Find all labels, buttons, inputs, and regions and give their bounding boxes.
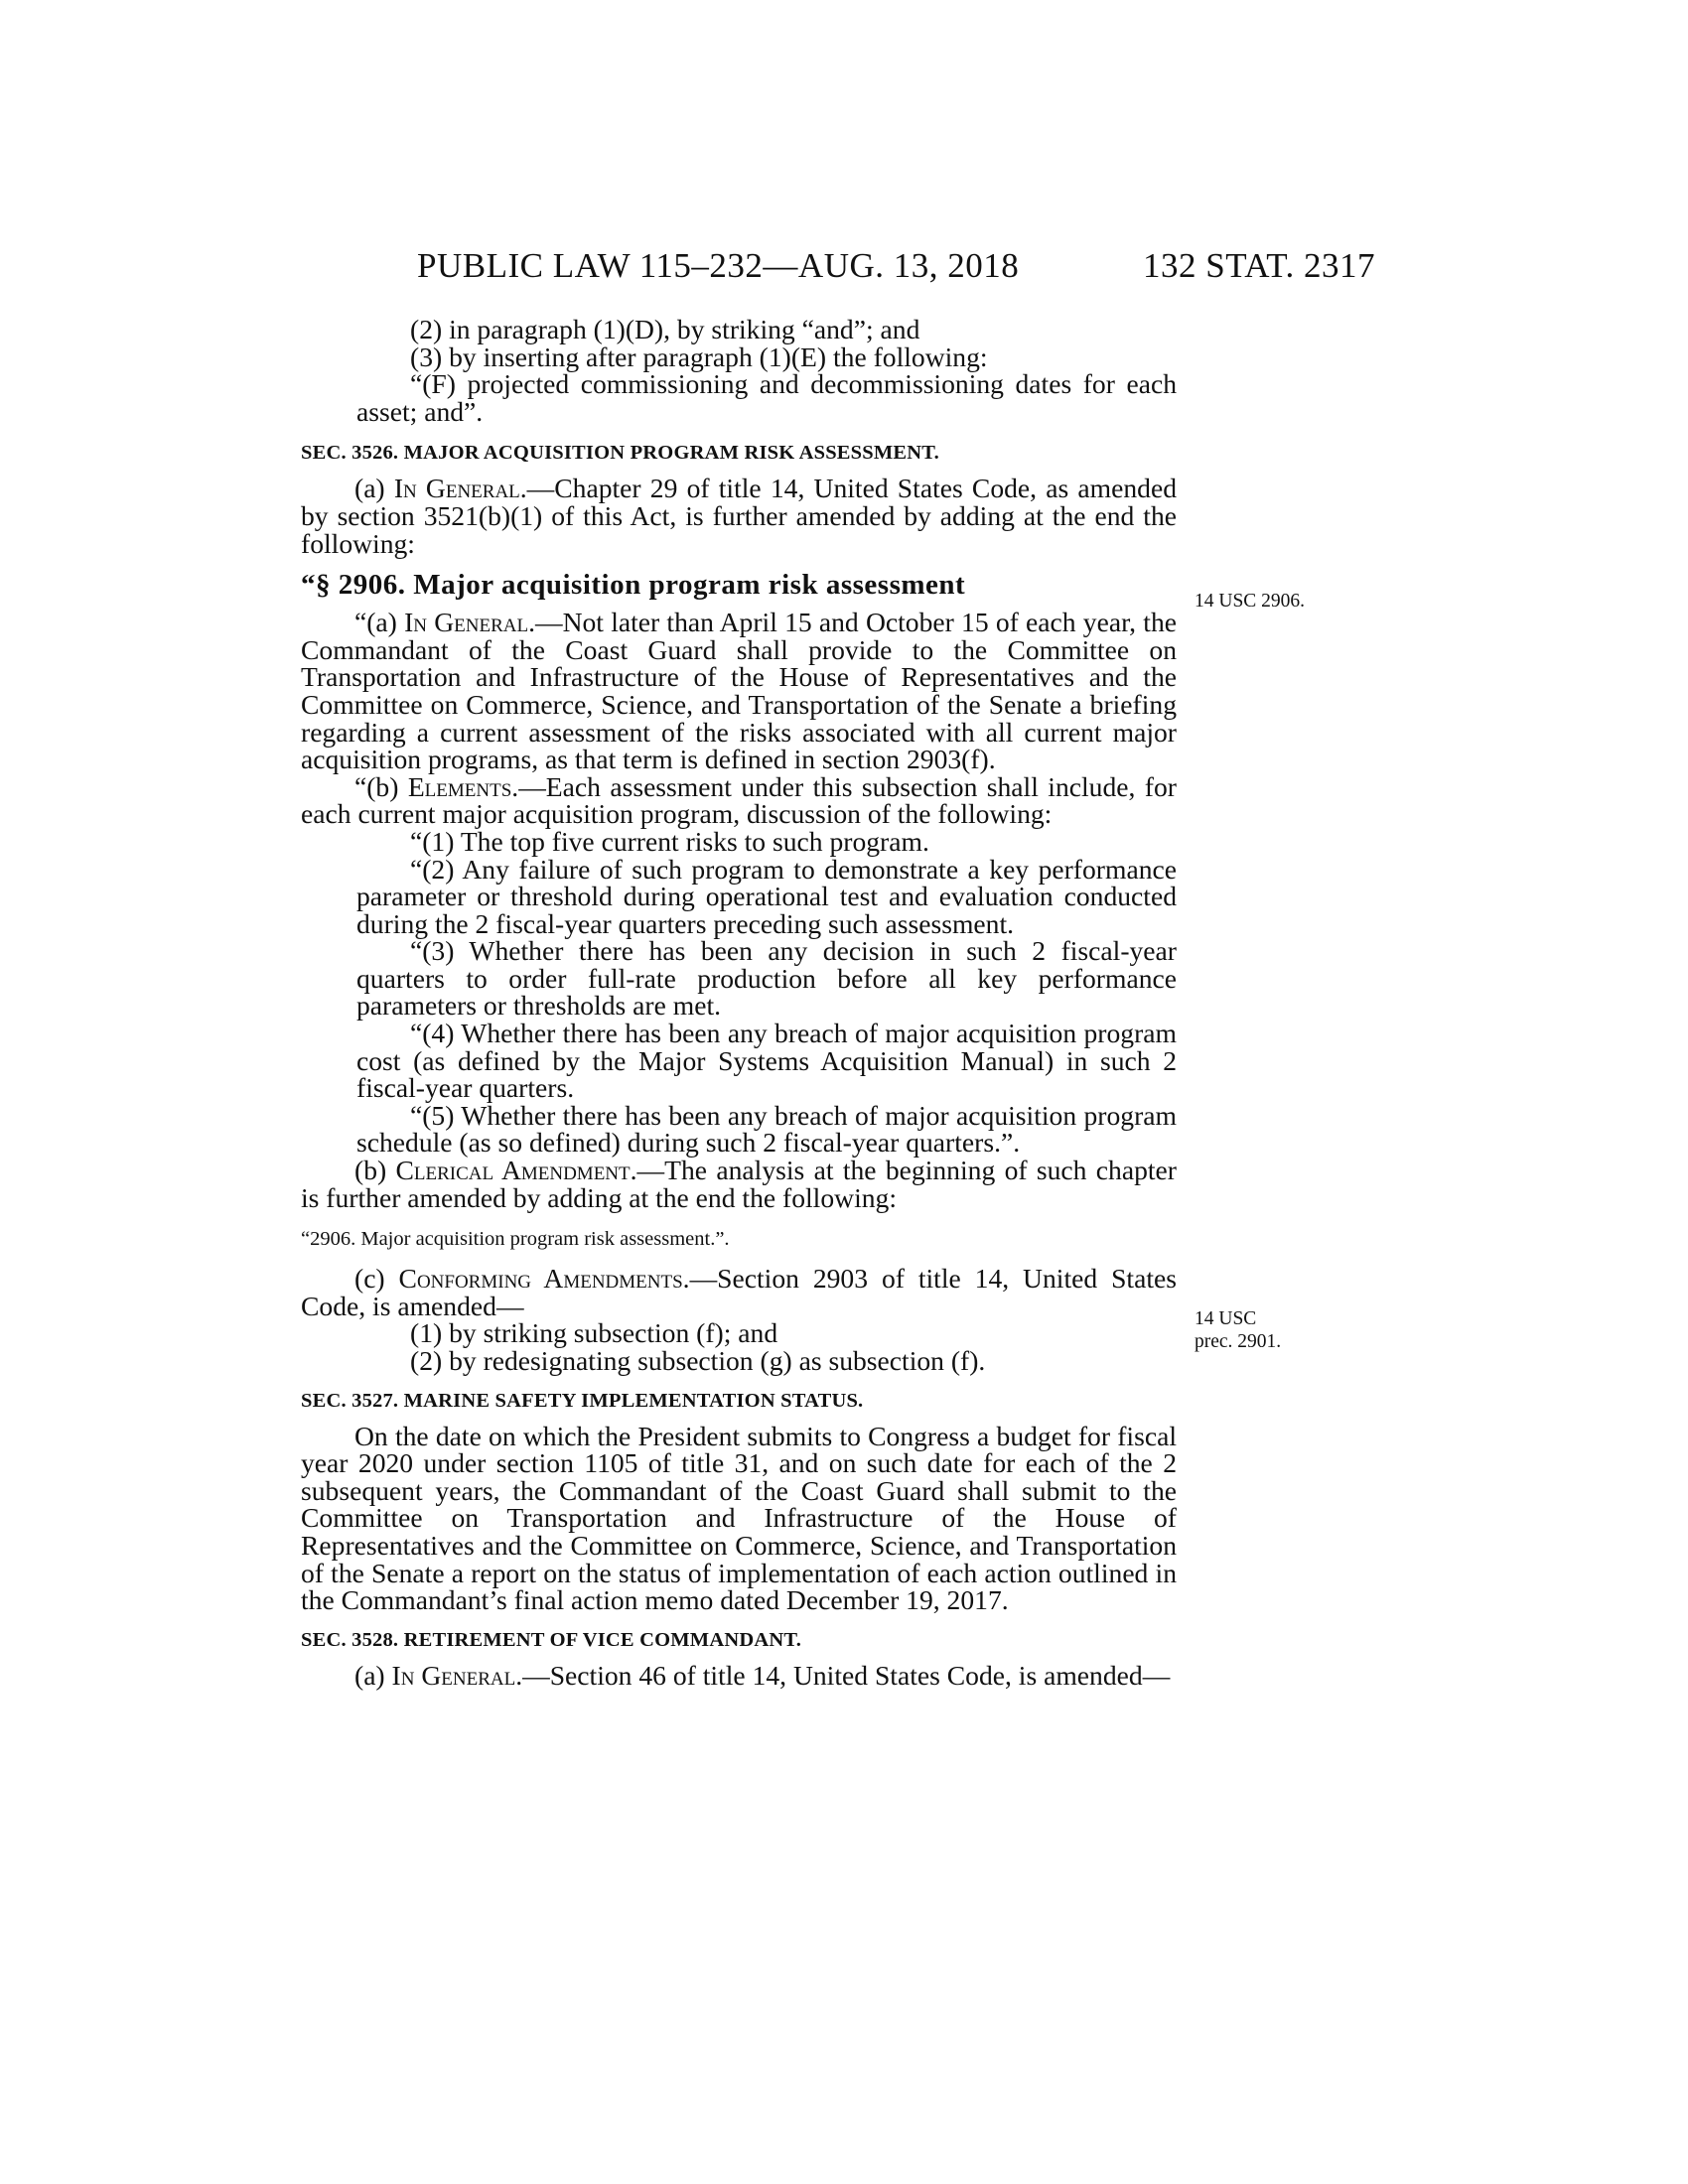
amendment-item-f: “(F) projected commissioning and decommissioning dates for each asset; and”. <box>356 368 1177 427</box>
sec3527-text: On the date on which the President submits to Congress a budget for fiscal year 2020 under section 1105 of title 31, and on such date for each of the 2 subsequent years, the Commandant of the Coast Guard shall submit to the Committee on Transportation and Infrastructure of the House of Representatives and the Committee on Commerce, Science, and Transportation of the Senate a report on the status of implementation of each action outlined in the Commandant’s final action memo dated December 19, 2017. <box>301 1420 1177 1616</box>
document-body <box>301 316 1177 1689</box>
conforming-item-1: (1) by striking subsection (f); and <box>410 1317 778 1349</box>
margin-note-2-line-1: 14 USC <box>1195 1308 1257 1329</box>
sec3526-b-lead: (b) <box>354 1155 396 1186</box>
header-stat-page: 132 STAT. 2317 <box>1143 246 1375 285</box>
section-3527-heading: SEC. 3527. MARINE SAFETY IMPLEMENTATION STATUS. <box>301 1389 864 1412</box>
section-3526-heading: SEC. 3526. MAJOR ACQUISITION PROGRAM RISK ASSESSMENT. <box>301 442 939 465</box>
header-public-law: PUBLIC LAW 115–232—AUG. 13, 2018 <box>417 246 1020 285</box>
amendment-item-3: (3) by inserting after paragraph (1)(E) the following: <box>410 341 988 372</box>
margin-note-2-line-2: prec. 2901. <box>1195 1331 1282 1352</box>
sec2906-a-label: In General <box>404 607 529 638</box>
conforming-item-2: (2) by redesignating subsection (g) as subsection (f). <box>410 1345 986 1376</box>
sec3528-a-text: .—Section 46 of title 14, United States Code, is amended— <box>515 1659 1171 1691</box>
sec2906-b-text: .—Each assessment under this subsection shall include, for each current major acquisition program, discussion of the following: <box>301 770 1177 830</box>
margin-note-14-usc-2906: 14 USC 2906. <box>1195 591 1306 612</box>
amendment-item-2: (2) in paragraph (1)(D), by striking “and”; and <box>410 314 920 344</box>
element-2: “(2) Any failure of such program to demonstrate a key performance parameter or threshold during operational test and evaluation conducted during the 2 fiscal-year quarters preceding such assessment. <box>356 853 1177 939</box>
sec2906-b-label: Elements <box>407 770 512 802</box>
element-5: “(5) Whether there has been any breach of major acquisition program schedule (as so defined) during such 2 fiscal-year quarters.”. <box>356 1099 1177 1159</box>
sec3526-a-text: .—Chapter 29 of title 14, United States Code, as amended by section 3521(b)(1) of this Act, is further amended by adding at the end the following: <box>301 473 1178 559</box>
sec2906-a-text: .—Not later than April 15 and October 15 of each year, the Commandant of the Coast Guard shall provide to the Committee on Transportation and Infrastructure of the House of Representatives and the Committee on Commerce, Science, and Transportation of the Senate a briefing regarding a current assessment of the risks associated with all current major acquisition programs, as that term is defined in section 2903(f). <box>301 607 1177 775</box>
sec2906-b-lead: “(b) <box>354 770 408 802</box>
element-3: “(3) Whether there has been any decision in such 2 fiscal-year quarters to order full-rate production before all key performance parameters or thresholds are met. <box>356 935 1177 1022</box>
sec3526-b-label: Clerical Amendment <box>395 1155 631 1186</box>
section-3528-heading: SEC. 3528. RETIREMENT OF VICE COMMANDANT. <box>301 1628 802 1651</box>
section-2906-heading: “§ 2906. Major acquisition program risk assessment <box>301 569 966 602</box>
sec3526-subsection-b <box>301 1157 1177 1211</box>
sec3528-a-lead: (a) <box>354 1659 392 1691</box>
margin-note-14-usc-prec-2901 <box>1195 1307 1281 1353</box>
table-of-sections-entry: “2906. Major acquisition program risk assessment.”. <box>301 1228 730 1251</box>
sec3526-a-label: In General <box>393 473 520 504</box>
sec3526-c-lead: (c) <box>354 1263 399 1295</box>
sec3526-subsection-c <box>301 1265 1177 1319</box>
sec3526-c-text: .—Section 2903 of title 14, United States Code, is amended— <box>301 1263 1177 1321</box>
sec2906-subsection-a <box>301 609 1177 773</box>
sec3526-a-lead: (a) <box>354 473 394 504</box>
element-4: “(4) Whether there has been any breach of major acquisition program cost (as defined by the Major Systems Acquisition Manual) in such 2 fiscal-year quarters. <box>356 1018 1177 1104</box>
sec3526-c-label: Conforming Amendments <box>398 1263 683 1295</box>
sec2906-subsection-b <box>301 770 1177 830</box>
element-1: “(1) The top five current risks to such program. <box>410 825 929 857</box>
sec3528-a-label: In General <box>391 1659 516 1691</box>
sec2906-a-lead: “(a) <box>354 607 405 638</box>
page-header <box>417 246 1375 296</box>
sec3526-subsection-a <box>301 475 1177 557</box>
sec3526-b-text: .—The analysis at the beginning of such chapter is further amended by adding at the end the following: <box>301 1155 1177 1213</box>
sec3528-subsection-a <box>301 1659 1177 1691</box>
